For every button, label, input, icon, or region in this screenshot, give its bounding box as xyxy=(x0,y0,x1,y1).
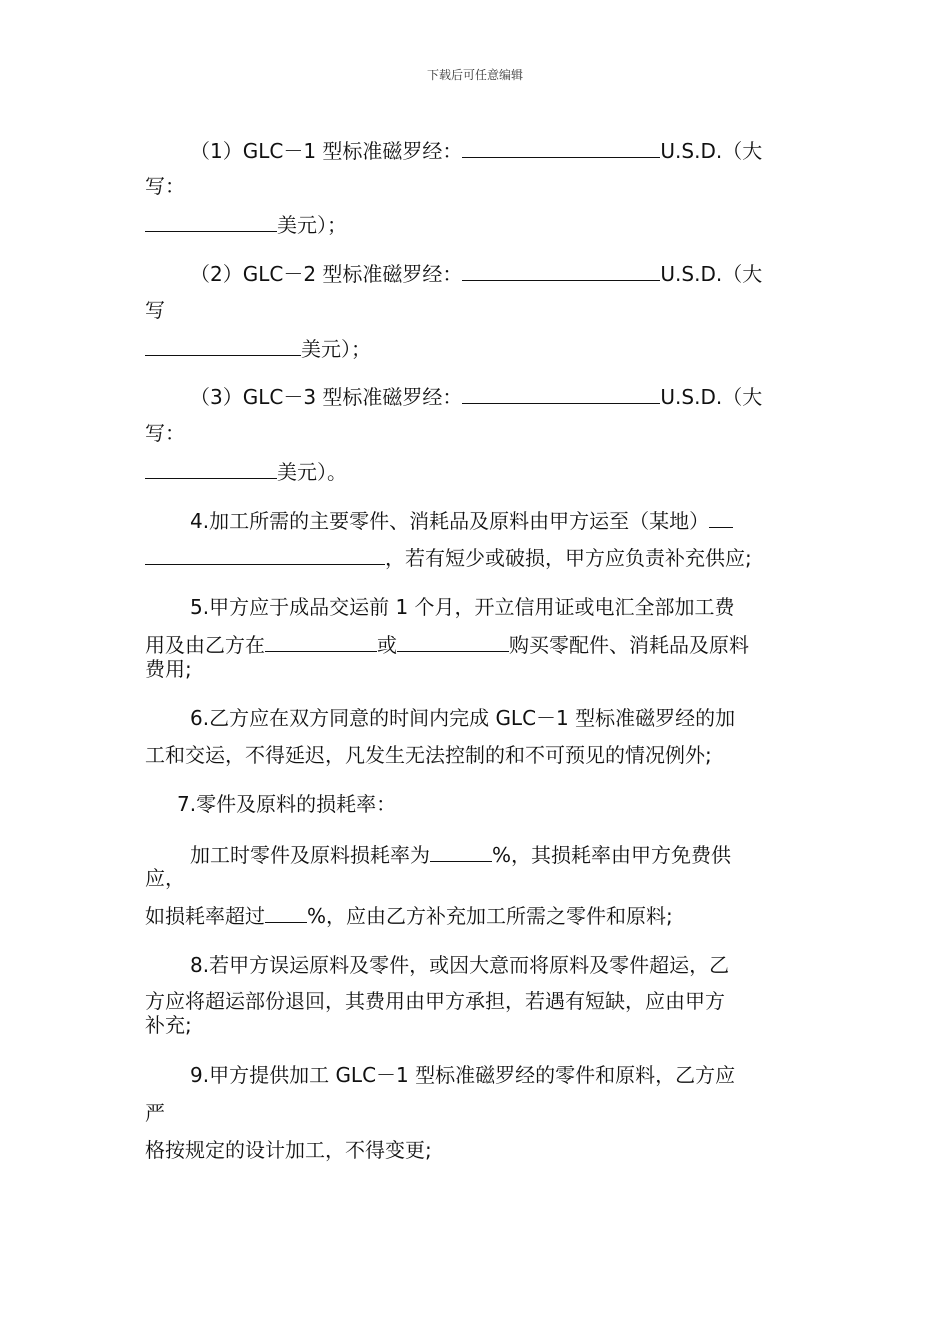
clause-8-line-1: 8.若甲方误运原料及零件，或因大意而将原料及零件超运，乙 xyxy=(190,953,730,977)
item-1-currency: U.S.D.（大 xyxy=(660,139,763,163)
location-blank xyxy=(709,508,733,528)
amount-blank xyxy=(462,138,660,158)
clause-8-line-3: 补充; xyxy=(145,1013,192,1037)
clause-5-line-3: 费用; xyxy=(145,657,192,681)
item-1-line-3 xyxy=(145,212,347,237)
item-3-unit: 美元）。 xyxy=(277,460,347,484)
clause-6-line-1: 6.乙方应在双方同意的时间内完成 GLC－1 型标准磁罗经的加 xyxy=(190,706,736,730)
item-2-line-3 xyxy=(145,336,371,361)
clause-7-line-1 xyxy=(190,842,731,867)
amount-blank xyxy=(462,261,660,281)
page-header: 下载后可任意编辑 xyxy=(426,68,523,82)
item-2-currency: U.S.D.（大 xyxy=(660,262,763,286)
clause-7-text-2: 如损耗率超过 xyxy=(145,904,265,928)
item-3-label: （3）GLC－3 型标准磁罗经： xyxy=(190,385,463,409)
clause-9-line-3: 格按规定的设计加工，不得变更; xyxy=(145,1138,432,1162)
item-3-line-3 xyxy=(145,459,347,484)
clause-4-line-1 xyxy=(190,508,733,533)
item-1-unit: 美元）； xyxy=(277,213,347,237)
clause-6-line-2: 工和交运，不得延迟，凡发生无法控制的和不可预见的情况例外; xyxy=(145,743,712,767)
clause-4-text-cont: ，若有短少或破损，甲方应负责补充供应; xyxy=(385,546,752,570)
item-1-line-2: 写： xyxy=(145,174,185,198)
clause-5-line-2 xyxy=(145,632,749,657)
amount-blank xyxy=(462,384,660,404)
clause-7-text-cont: %，其损耗率由甲方免费供 xyxy=(492,843,732,867)
max-loss-rate-blank xyxy=(265,903,307,923)
item-2-line-2: 写 xyxy=(145,298,165,322)
clause-8-line-2: 方应将超运部份退回，其费用由甲方承担，若遇有短缺，应由甲方 xyxy=(145,989,725,1013)
amount-words-blank xyxy=(145,459,277,479)
clause-7-text: 加工时零件及原料损耗率为 xyxy=(190,843,430,867)
clause-7-text-3: %，应由乙方补充加工所需之零件和原料; xyxy=(307,904,673,928)
item-1-label: （1）GLC－1 型标准磁罗经： xyxy=(190,139,463,163)
clause-7-line-2: 应， xyxy=(145,866,185,890)
item-2-unit: 美元）； xyxy=(301,337,371,361)
clause-5-or: 或 xyxy=(377,633,397,657)
place-blank-1 xyxy=(265,632,377,652)
clause-7-line-3 xyxy=(145,903,673,928)
loss-rate-blank xyxy=(430,842,492,862)
clause-9-line-1: 9.甲方提供加工 GLC－1 型标准磁罗经的零件和原料，乙方应 xyxy=(190,1063,736,1087)
clause-5-line-1: 5.甲方应于成品交运前 1 个月，开立信用证或电汇全部加工费 xyxy=(190,595,735,619)
item-3-currency: U.S.D.（大 xyxy=(660,385,763,409)
location-blank-cont xyxy=(145,545,385,565)
item-1-line-1 xyxy=(190,138,762,163)
clause-5-text: 用及由乙方在 xyxy=(145,633,265,657)
item-2-line-1 xyxy=(190,261,762,286)
clause-7-title: 7.零件及原料的损耗率： xyxy=(177,792,397,816)
place-blank-2 xyxy=(397,632,509,652)
item-3-line-1 xyxy=(190,384,762,409)
amount-words-blank xyxy=(145,212,277,232)
clause-4-text: 4.加工所需的主要零件、消耗品及原料由甲方运至（某地） xyxy=(190,509,710,533)
item-2-label: （2）GLC－2 型标准磁罗经： xyxy=(190,262,463,286)
item-3-line-2: 写： xyxy=(145,421,185,445)
amount-words-blank xyxy=(145,336,301,356)
clause-9-line-2: 严 xyxy=(145,1101,165,1125)
clause-5-text-cont: 购买零配件、消耗品及原料 xyxy=(509,633,749,657)
clause-4-line-2 xyxy=(145,545,752,570)
